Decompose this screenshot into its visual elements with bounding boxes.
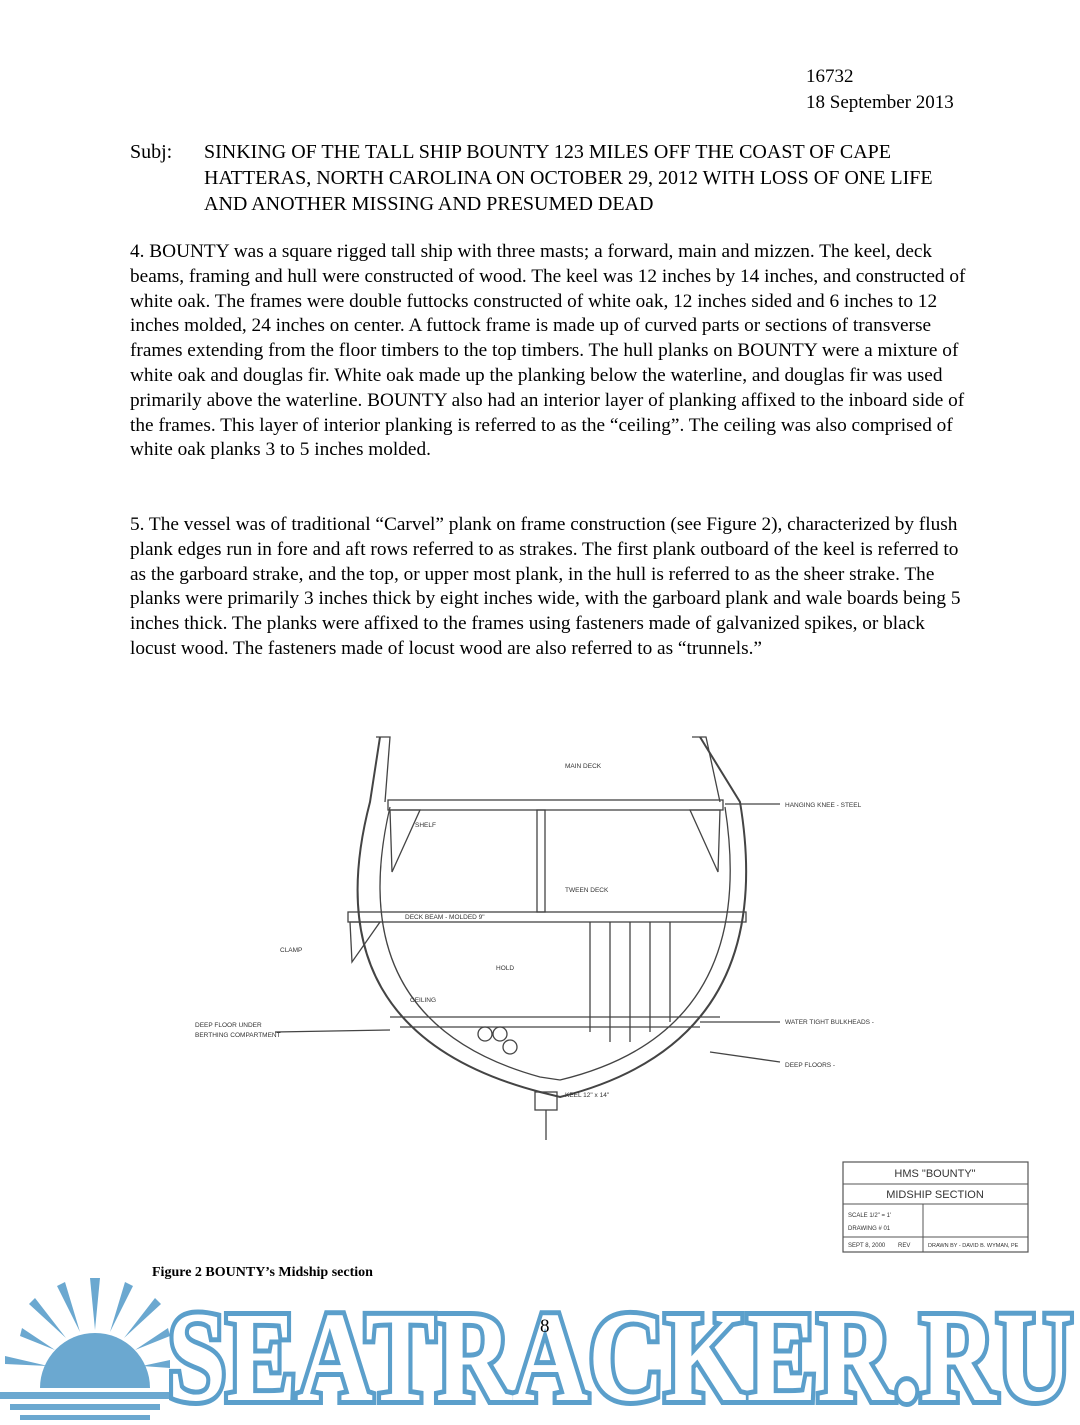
- title-block-drawn-by: DRAWN BY - DAVID B. WYMAN, PE: [928, 1243, 1019, 1249]
- label-water-tight-bulkheads: WATER TIGHT BULKHEADS -: [785, 1019, 874, 1026]
- title-block: [843, 1162, 1028, 1252]
- title-block-rev: REV: [898, 1243, 911, 1249]
- page-number: 8: [540, 1316, 550, 1337]
- subject-label: Subj:: [130, 141, 173, 163]
- watermark-text: SEATRACKER.RU: [167, 1286, 1073, 1425]
- paragraph-5: 5. The vessel was of traditional “Carvel” plank on frame construction (see Figure 2), characterized by flush plank edges run in fore and aft rows referred to as strakes. The first plank outboard of the keel is referred to as the garboard strake, and the top, or upper most plank, in the hull is referred to as the sheer strake. The planks were primarily 3 inches thick by eight inches wide, with the garboard plank and wale boards being 5 inches thick. The planks were affixed to the frames using fasteners made of galvanized spikes, or black locust wood. The fasteners made of locust wood are also referred to as “trunnels.”: [130, 514, 961, 659]
- subject-block: [130, 139, 970, 217]
- subject-text: SINKING OF THE TALL SHIP BOUNTY 123 MILES OFF THE COAST OF CAPE HATTERAS, NORTH CAROLINA ON OCTOBER 29, 2012 WITH LOSS OF ONE LIFE AND ANOTHER MISSING AND PRESUMED DEAD: [204, 141, 933, 215]
- midship-section-drawing: [180, 712, 1040, 1262]
- label-ceiling: CEILING: [410, 997, 437, 1004]
- title-block-date: SEPT 8, 2000: [848, 1243, 886, 1249]
- document-date: 18 September 2013: [806, 92, 954, 113]
- title-block-scale: SCALE 1/2" = 1': [848, 1213, 892, 1219]
- label-hanging-knee: HANGING KNEE - STEEL: [785, 802, 862, 809]
- label-main-deck: MAIN DECK: [565, 763, 602, 770]
- label-berthing: BERTHING COMPARTMENT: [195, 1032, 281, 1039]
- document-reference: [806, 64, 954, 116]
- label-deep-floors: DEEP FLOORS -: [785, 1062, 836, 1069]
- label-shelf: SHELF: [415, 822, 436, 829]
- label-keel: KEEL 12" x 14": [565, 1092, 610, 1099]
- label-deck-beam: DECK BEAM - MOLDED 9": [405, 914, 485, 921]
- sun-icon: [0, 1268, 170, 1425]
- label-clamp: CLAMP: [280, 947, 303, 954]
- title-block-drawing: DRAWING # 01: [848, 1226, 891, 1232]
- label-hold: HOLD: [496, 965, 515, 972]
- paragraph-4: 4. BOUNTY was a square rigged tall ship with three masts; a forward, main and mizzen. The keel, deck beams, framing and hull were constructed of wood. The keel was 12 inches by 14 inches, and constructed of white oak. The frames were double futtocks constructed of white oak, 12 inches sided and 6 inches to 12 inches molded, 24 inches on center. A futtock frame is made up of curved parts or sections of transverse frames extending from the floor timbers to the top timbers. The hull planks on BOUNTY were a mixture of white oak and douglas fir. White oak made up the planking below the waterline, and douglas fir was used primarily above the waterline. BOUNTY also had an interior layer of planking affixed to the inboard side of the frames. This layer of interior planking is referred to as the “ceiling”. The ceiling was also comprised of white oak planks 3 to 5 inches molded.: [130, 241, 966, 461]
- title-block-title: MIDSHIP SECTION: [886, 1189, 984, 1201]
- title-block-vessel: HMS "BOUNTY": [894, 1168, 976, 1180]
- figure-caption: Figure 2 BOUNTY’s Midship section: [152, 1265, 373, 1280]
- label-tween-deck: TWEEN DECK: [565, 887, 609, 894]
- watermark: [160, 1286, 1080, 1425]
- label-deep-floor-under: DEEP FLOOR UNDER: [195, 1022, 262, 1029]
- reference-number: 16732: [806, 66, 854, 87]
